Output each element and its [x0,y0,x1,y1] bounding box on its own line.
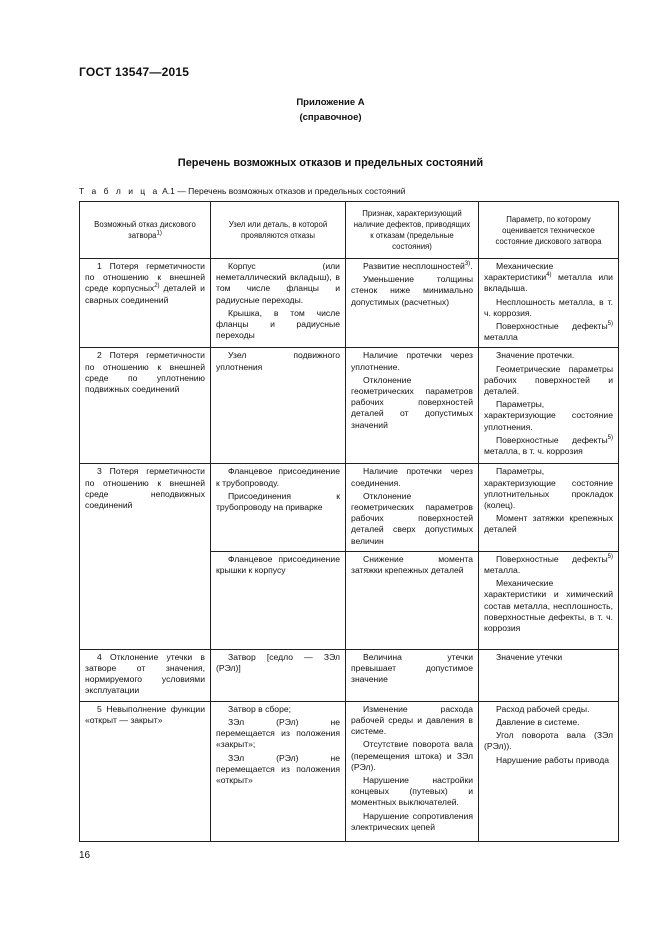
sign-cell [346,348,479,464]
sign-cell [346,464,479,551]
cell-paragraph: Присоединения к трубопроводу на приварке [216,490,340,513]
section-title: Перечень возможных отказов и предельных состояний [177,157,484,169]
cell-paragraph: Развитие несплошностей$^{3)}$. [363,261,473,271]
cell-paragraph: 3 Потеря герметичности по отношению к внешней среде неподвижных соединений [85,466,205,511]
part-cell [211,649,346,701]
cell-paragraph: Фланцевое присоединение к трубопроводу. [216,466,340,488]
cell-paragraph: Несплошность металла, в т. ч. коррозия. [484,296,613,318]
cell-paragraph: Значение утечки [496,651,563,662]
parameter-cell [479,649,619,701]
cell-paragraph: 4 Отклонение утечки в затворе от значения, нормируемого условиями эксплуатации [85,651,205,696]
parameter-cell [479,551,619,649]
cell-paragraph: Нарушение настройки концевых (путевых) и моментных выключателей. [351,775,473,808]
cell-paragraph: Механические характеристики и химический состав металла, несплошность, поверхностные дефекты, в т. ч. коррозия [484,578,613,634]
cell-paragraph: Фланцевое присоединение крышки к корпусу [216,553,340,576]
cell-paragraph: Отклонение геометрических параметров рабочих поверхностей деталей сверх допустимых величин [351,490,473,546]
cell-paragraph: Изменение расхода рабочей среды и давления в системе. [351,703,473,737]
parameter-cell [479,464,619,551]
cell-paragraph: Отклонение геометрических параметров рабочих поверхностей деталей от допустимых значений [351,374,473,430]
cell-paragraph: Угол поворота вала (ЗЭл (РЭл)). [484,730,613,752]
cell-paragraph: Поверхностные дефекты$^{5)}$ металла. [484,553,613,576]
sign-cell [346,259,479,348]
cell-paragraph: Значение протечки. [496,350,575,361]
table-row [80,259,619,348]
cell-paragraph: Поверхностные дефекты$^{5)}$ металла, в т. ч. коррозия [484,434,613,457]
table-caption [79,186,406,196]
failure-cell [80,259,211,348]
cell-paragraph: Наличие протечки через соединения. [351,466,473,488]
cell-paragraph: Поверхностные дефекты$^{5)}$ металла [484,321,613,343]
cell-paragraph: Корпус (или неметаллический вкладыш), в том числе фланцы и радиусные переходы. [216,261,340,305]
appendix-heading [0,95,661,125]
cell-paragraph: Параметры, характеризующие состояние уплотнения. [484,399,613,432]
document-code: ГОСТ 13547—2015 [79,65,190,79]
parameter-cell [479,348,619,464]
cell-paragraph: Величина утечки превышает допустимое значение [351,651,473,685]
cell-paragraph: Затвор в сборе; [228,703,292,714]
cell-paragraph: Механические характеристики$^{4)}$ металла или вкладыша. [484,261,613,294]
failure-cell [80,649,211,701]
cell-paragraph: ЗЭл (РЭл) не перемещается из положения «открыт» [216,752,340,786]
table-row [80,464,619,551]
table-caption-number: А.1 [162,186,175,196]
appendix-subtitle: (справочное) [299,112,362,123]
cell-paragraph: Наличие протечки через уплотнение. [351,350,473,372]
cell-paragraph: Узел подвижного уплотнения [216,350,340,372]
cell-paragraph: Уменьшение толщины стенок ниже минимально допустимых (расчетных) [351,274,473,307]
cell-paragraph: Давление в системе. [496,717,580,728]
table-row [80,348,619,464]
sign-cell [346,701,479,841]
table-row [80,649,619,701]
sign-cell [346,649,479,701]
table-caption-text: — Перечень возможных отказов и предельных состояний [174,186,406,196]
cell-paragraph: Снижение момента затяжки крепежных деталей [351,553,473,576]
cell-paragraph: 5 Невыполнение функции «открыт — закрыт» [85,703,205,726]
failure-cell [80,348,211,464]
cell-paragraph: Момент затяжки крепежных деталей [484,513,613,535]
table-row [80,701,619,841]
part-cell [211,551,346,649]
column-header-failure: Возможный отказ дискового затвора$^{1)}$ [80,202,211,259]
cell-paragraph: 1 Потеря герметичности по отношению к внешней среде корпусных$^{2)}$ деталей и сварных соединений [85,261,205,305]
column-header-sign: Признак, характеризующий наличие дефектов, приводящих к отказам (предельные состояния) [346,202,479,259]
cell-paragraph: ЗЭл (РЭл) не перемещается из положения «закрыт»; [216,717,340,750]
table-caption-prefix: Т а б л и ц а [79,186,160,196]
part-cell [211,259,346,348]
cell-paragraph: Нарушение работы привода [496,754,610,765]
parameter-cell [479,259,619,348]
parameter-cell [479,701,619,841]
part-cell [211,464,346,551]
part-cell [211,701,346,841]
cell-paragraph: 2 Потеря герметичности по отношению к внешней среде по уплотнению подвижных соединений [85,350,205,395]
column-header-parameter: Параметр, по которому оценивается техническое состояние дискового затвора [479,202,619,259]
column-header-part: Узел или деталь, в которой проявляются отказы [211,202,346,259]
cell-paragraph: Параметры, характеризующие состояние уплотнительных прокладок (колец). [484,466,613,511]
cell-paragraph: Затвор [седло — ЗЭл (РЭл)] [216,651,340,674]
part-cell [211,348,346,464]
cell-paragraph: Крышка, в том числе фланцы и радиусные переходы [216,307,340,341]
cell-paragraph: Геометрические параметры рабочих поверхностей и деталей. [484,363,613,397]
sign-cell [346,551,479,649]
table-header-row [80,202,619,259]
cell-paragraph: Расход рабочей среды. [496,703,590,714]
failure-cell [80,701,211,841]
cell-paragraph: Отсутствие поворота вала (перемещения штока) и ЗЭл (РЭл). [351,739,473,772]
appendix-title: Приложение А [296,97,365,108]
cell-paragraph: Нарушение сопротивления электрических цепей [351,810,473,832]
failures-table [79,201,619,842]
failure-cell [80,464,211,649]
page-number: 16 [79,850,91,861]
